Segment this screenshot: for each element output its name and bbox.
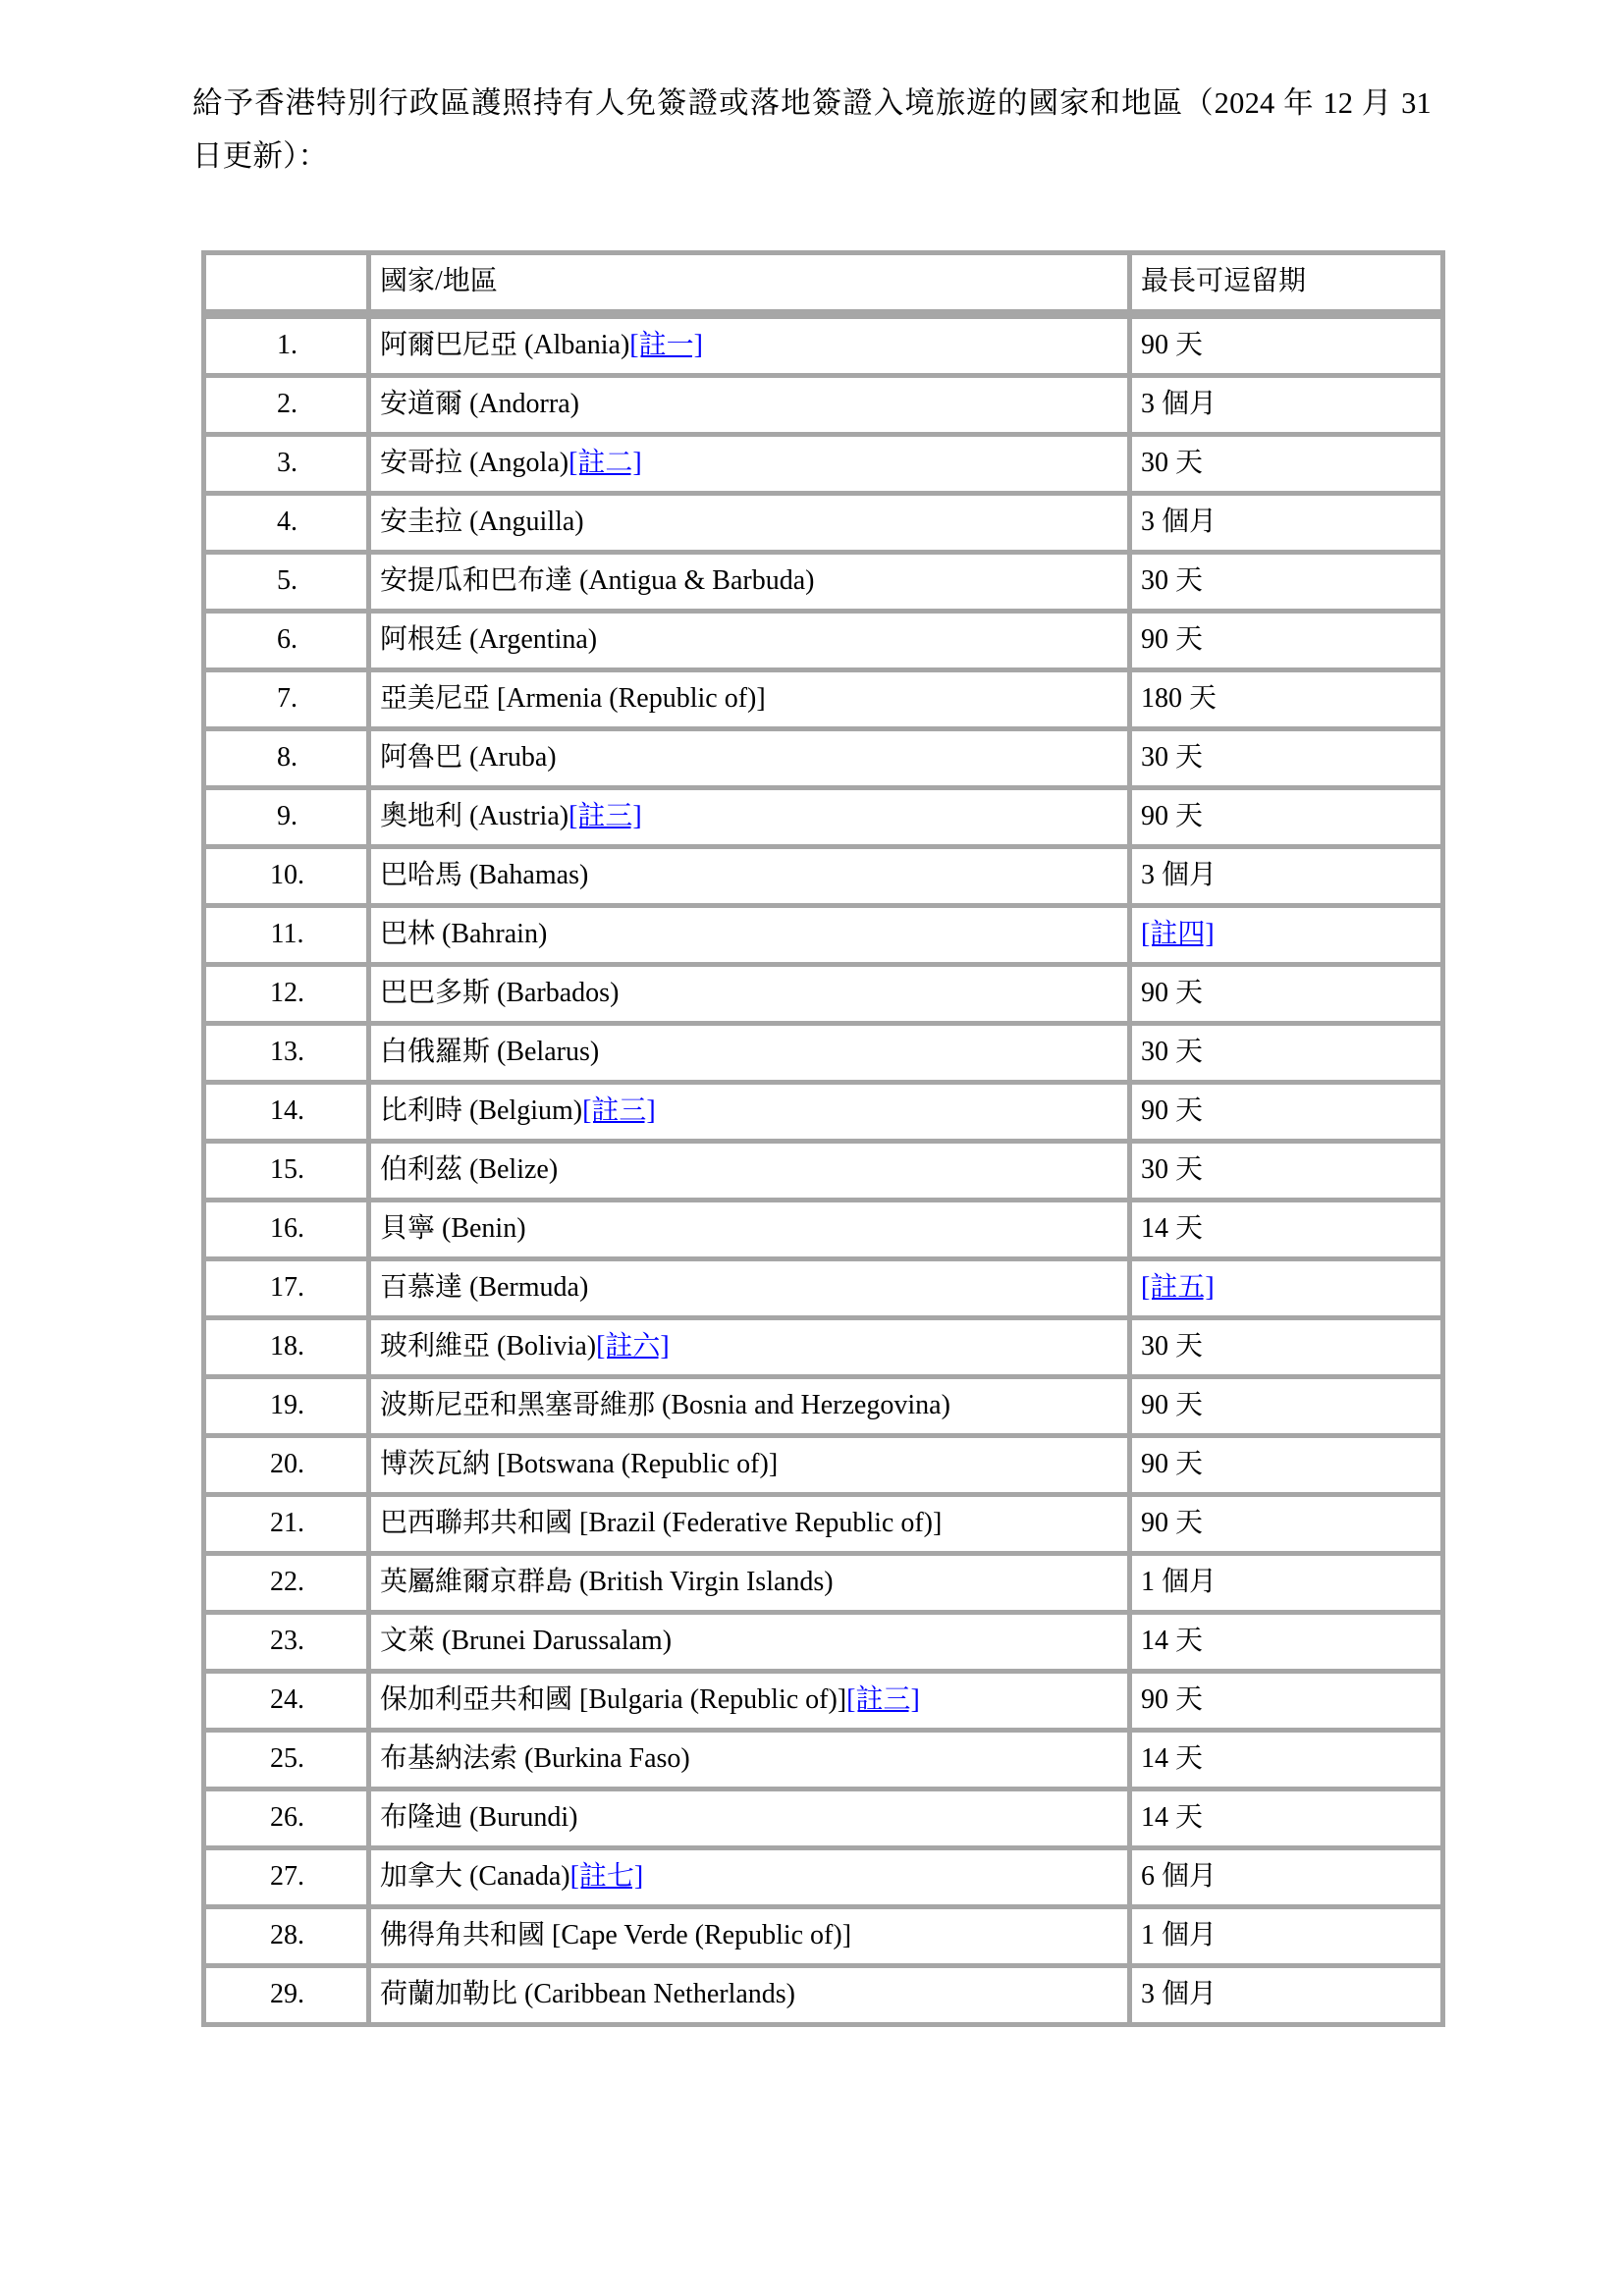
- duration-value: 90 天: [1141, 1684, 1204, 1715]
- table-row: [206, 1610, 1445, 1669]
- country-cell: [371, 1139, 1132, 1198]
- country-name: 荷蘭加勒比 (Caribbean Netherlands): [380, 1979, 795, 2009]
- footnote-link[interactable]: [註二]: [568, 448, 642, 478]
- visa-free-countries-table: [201, 250, 1445, 2027]
- country-name: 布基納法索 (Burkina Faso): [380, 1743, 690, 1774]
- duration-value: 14 天: [1141, 1802, 1204, 1833]
- row-number: 16.: [206, 1198, 371, 1256]
- duration-cell: [1132, 1963, 1445, 2027]
- table-row: [206, 1198, 1445, 1256]
- country-name: 保加利亞共和國 [Bulgaria (Republic of)]: [380, 1684, 847, 1715]
- row-number: 1.: [206, 314, 371, 373]
- country-name: 波斯尼亞和黑塞哥維那 (Bosnia and Herzegovina): [380, 1390, 950, 1420]
- country-cell: [371, 1904, 1132, 1963]
- row-number: 9.: [206, 785, 371, 844]
- duration-cell: [1132, 1492, 1445, 1551]
- duration-value: 180 天: [1141, 683, 1218, 714]
- duration-value: 30 天: [1141, 565, 1204, 596]
- row-number: 6.: [206, 609, 371, 667]
- country-cell: [371, 1845, 1132, 1904]
- row-number: 19.: [206, 1374, 371, 1433]
- table-row: [206, 1374, 1445, 1433]
- table-row: [206, 1139, 1445, 1198]
- row-number: 2.: [206, 373, 371, 432]
- country-name: 亞美尼亞 [Armenia (Republic of)]: [380, 683, 766, 714]
- table-row: [206, 962, 1445, 1021]
- table-row: [206, 1845, 1445, 1904]
- duration-value: 3 個月: [1141, 1979, 1218, 2009]
- footnote-link[interactable]: [註三]: [568, 801, 642, 831]
- row-number: 23.: [206, 1610, 371, 1669]
- table-row: [206, 314, 1445, 373]
- country-name: 貝寧 (Benin): [380, 1213, 526, 1244]
- duration-cell: [1132, 903, 1445, 962]
- duration-cell: [1132, 314, 1445, 373]
- row-number: 22.: [206, 1551, 371, 1610]
- country-name: 玻利維亞 (Bolivia): [380, 1331, 597, 1362]
- country-name: 阿爾巴尼亞 (Albania): [380, 330, 630, 360]
- row-number: 27.: [206, 1845, 371, 1904]
- row-number: 5.: [206, 550, 371, 609]
- duration-cell: [1132, 1551, 1445, 1610]
- duration-cell: [1132, 373, 1445, 432]
- row-number: 25.: [206, 1728, 371, 1787]
- country-name: 安圭拉 (Anguilla): [380, 507, 584, 537]
- country-cell: [371, 844, 1132, 903]
- footnote-link[interactable]: [註一]: [629, 330, 703, 360]
- duration-cell: [1132, 1198, 1445, 1256]
- row-number: 24.: [206, 1669, 371, 1728]
- footnote-link[interactable]: [註四]: [1141, 919, 1215, 949]
- country-cell: [371, 962, 1132, 1021]
- visa-free-table-container: [201, 250, 1440, 2027]
- country-name: 阿魯巴 (Aruba): [380, 742, 557, 773]
- duration-cell: [1132, 1374, 1445, 1433]
- table-row: [206, 432, 1445, 491]
- duration-value: 3 個月: [1141, 860, 1218, 890]
- country-cell: [371, 1374, 1132, 1433]
- duration-value: 3 個月: [1141, 389, 1218, 419]
- footnote-link[interactable]: [註七]: [569, 1861, 644, 1892]
- duration-cell: [1132, 550, 1445, 609]
- country-cell: [371, 550, 1132, 609]
- table-row: [206, 844, 1445, 903]
- duration-value: 14 天: [1141, 1743, 1204, 1774]
- country-cell: [371, 1021, 1132, 1080]
- table-row: [206, 609, 1445, 667]
- country-cell: [371, 1551, 1132, 1610]
- duration-value: 30 天: [1141, 1331, 1204, 1362]
- country-cell: [371, 785, 1132, 844]
- duration-value: 30 天: [1141, 742, 1204, 773]
- duration-value: 90 天: [1141, 978, 1204, 1008]
- duration-cell: [1132, 667, 1445, 726]
- country-cell: [371, 373, 1132, 432]
- duration-value: 30 天: [1141, 1154, 1204, 1185]
- column-header-number: [206, 250, 371, 314]
- table-row: [206, 1551, 1445, 1610]
- country-cell: [371, 1198, 1132, 1256]
- duration-value: 3 個月: [1141, 507, 1218, 537]
- country-name: 巴西聯邦共和國 [Brazil (Federative Republic of)]: [380, 1508, 943, 1538]
- page-title: 給予香港特別行政區護照持有人免簽證或落地簽證入境旅遊的國家和地區（2024 年 12 月 31 日更新）：: [192, 86, 1432, 173]
- duration-value: 1 個月: [1141, 1567, 1218, 1597]
- duration-cell: [1132, 844, 1445, 903]
- country-name: 百慕達 (Bermuda): [380, 1272, 589, 1303]
- table-row: [206, 903, 1445, 962]
- table-header-row: [206, 250, 1445, 314]
- table-row: [206, 491, 1445, 550]
- table-row: [206, 1021, 1445, 1080]
- table-row: [206, 1080, 1445, 1139]
- duration-value: 90 天: [1141, 1095, 1204, 1126]
- country-name: 阿根廷 (Argentina): [380, 624, 598, 655]
- country-cell: [371, 491, 1132, 550]
- duration-cell: [1132, 785, 1445, 844]
- country-name: 比利時 (Belgium): [380, 1095, 583, 1126]
- duration-value: 90 天: [1141, 330, 1204, 360]
- country-name: 安哥拉 (Angola): [380, 448, 569, 478]
- country-cell: [371, 1610, 1132, 1669]
- duration-value: 6 個月: [1141, 1861, 1218, 1892]
- duration-value: 90 天: [1141, 1390, 1204, 1420]
- duration-cell: [1132, 609, 1445, 667]
- duration-cell: [1132, 491, 1445, 550]
- table-body: [206, 314, 1445, 2027]
- duration-value: 30 天: [1141, 448, 1204, 478]
- row-number: 13.: [206, 1021, 371, 1080]
- duration-cell: [1132, 962, 1445, 1021]
- duration-value: 90 天: [1141, 1449, 1204, 1479]
- table-row: [206, 1963, 1445, 2027]
- row-number: 11.: [206, 903, 371, 962]
- country-cell: [371, 1963, 1132, 2027]
- country-name: 加拿大 (Canada): [380, 1861, 570, 1892]
- country-cell: [371, 314, 1132, 373]
- country-name: 安提瓜和巴布達 (Antigua & Barbuda): [380, 565, 815, 596]
- table-row: [206, 1728, 1445, 1787]
- duration-value: 30 天: [1141, 1037, 1204, 1067]
- duration-cell: [1132, 1080, 1445, 1139]
- column-header-duration: 最長可逗留期: [1132, 250, 1445, 314]
- row-number: 10.: [206, 844, 371, 903]
- country-cell: [371, 1669, 1132, 1728]
- footnote-link[interactable]: [註三]: [846, 1684, 920, 1715]
- duration-cell: [1132, 1669, 1445, 1728]
- table-row: [206, 1669, 1445, 1728]
- duration-cell: [1132, 1610, 1445, 1669]
- table-row: [206, 550, 1445, 609]
- row-number: 18.: [206, 1315, 371, 1374]
- country-cell: [371, 1080, 1132, 1139]
- table-row: [206, 785, 1445, 844]
- duration-value: 1 個月: [1141, 1920, 1218, 1950]
- country-name: 博茨瓦納 [Botswana (Republic of)]: [380, 1449, 779, 1479]
- duration-cell: [1132, 1904, 1445, 1963]
- row-number: 21.: [206, 1492, 371, 1551]
- country-cell: [371, 1728, 1132, 1787]
- country-name: 安道爾 (Andorra): [380, 389, 579, 419]
- table-row: [206, 667, 1445, 726]
- country-cell: [371, 667, 1132, 726]
- duration-value: 14 天: [1141, 1626, 1204, 1656]
- row-number: 4.: [206, 491, 371, 550]
- table-row: [206, 1787, 1445, 1845]
- country-cell: [371, 1315, 1132, 1374]
- country-cell: [371, 1433, 1132, 1492]
- table-row: [206, 1492, 1445, 1551]
- duration-value: 14 天: [1141, 1213, 1204, 1244]
- duration-value: 90 天: [1141, 624, 1204, 655]
- table-row: [206, 1904, 1445, 1963]
- table-row: [206, 1315, 1445, 1374]
- duration-value: 90 天: [1141, 801, 1204, 831]
- table-row: [206, 373, 1445, 432]
- country-name: 巴巴多斯 (Barbados): [380, 978, 620, 1008]
- footnote-link[interactable]: [註五]: [1141, 1272, 1215, 1303]
- table-row: [206, 1256, 1445, 1315]
- row-number: 3.: [206, 432, 371, 491]
- row-number: 20.: [206, 1433, 371, 1492]
- row-number: 15.: [206, 1139, 371, 1198]
- country-cell: [371, 903, 1132, 962]
- duration-value: 90 天: [1141, 1508, 1204, 1538]
- country-cell: [371, 1256, 1132, 1315]
- country-name: 文萊 (Brunei Darussalam): [380, 1626, 673, 1656]
- country-name: 佛得角共和國 [Cape Verde (Republic of)]: [380, 1920, 852, 1950]
- table-row: [206, 1433, 1445, 1492]
- duration-cell: [1132, 726, 1445, 785]
- row-number: 8.: [206, 726, 371, 785]
- row-number: 29.: [206, 1963, 371, 2027]
- country-name: 英屬維爾京群島 (British Virgin Islands): [380, 1567, 834, 1597]
- country-cell: [371, 726, 1132, 785]
- duration-cell: [1132, 1256, 1445, 1315]
- row-number: 14.: [206, 1080, 371, 1139]
- duration-cell: [1132, 1139, 1445, 1198]
- row-number: 7.: [206, 667, 371, 726]
- country-name: 巴林 (Bahrain): [380, 919, 548, 949]
- duration-cell: [1132, 1021, 1445, 1080]
- column-header-country: 國家/地區: [371, 250, 1132, 314]
- footnote-link[interactable]: [註三]: [582, 1095, 656, 1126]
- country-name: 布隆迪 (Burundi): [380, 1802, 578, 1833]
- table-row: [206, 726, 1445, 785]
- row-number: 26.: [206, 1787, 371, 1845]
- duration-cell: [1132, 1787, 1445, 1845]
- duration-cell: [1132, 1433, 1445, 1492]
- row-number: 12.: [206, 962, 371, 1021]
- table-header: [206, 250, 1445, 314]
- duration-cell: [1132, 1728, 1445, 1787]
- country-name: 巴哈馬 (Bahamas): [380, 860, 589, 890]
- country-cell: [371, 432, 1132, 491]
- country-cell: [371, 1787, 1132, 1845]
- country-name: 伯利茲 (Belize): [380, 1154, 559, 1185]
- footnote-link[interactable]: [註六]: [596, 1331, 670, 1362]
- duration-cell: [1132, 432, 1445, 491]
- duration-cell: [1132, 1315, 1445, 1374]
- row-number: 17.: [206, 1256, 371, 1315]
- row-number: 28.: [206, 1904, 371, 1963]
- country-name: 奧地利 (Austria): [380, 801, 569, 831]
- country-cell: [371, 609, 1132, 667]
- duration-cell: [1132, 1845, 1445, 1904]
- country-name: 白俄羅斯 (Belarus): [380, 1037, 600, 1067]
- country-cell: [371, 1492, 1132, 1551]
